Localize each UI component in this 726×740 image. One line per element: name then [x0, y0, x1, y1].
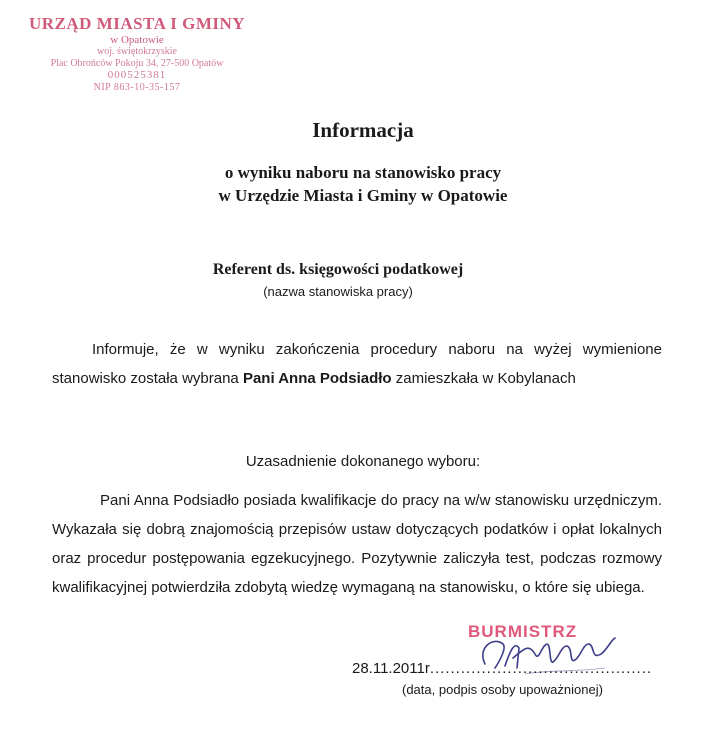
announcement-line-2 [52, 370, 576, 387]
mayor-stamp: BURMISTRZ [468, 622, 578, 641]
justification-line: Pani Anna Podsiadło posiada kwalifikacje do pracy na w/w stanowisku urzędniczym. [100, 492, 662, 509]
office-stamp [22, 14, 252, 93]
signature-dotted-line: ........................................... [429, 660, 653, 677]
stamp-voivodeship: woj. świętokrzyskie [97, 46, 177, 58]
subtitle-line-1: o wyniku naboru na stanowisko pracy [224, 163, 502, 182]
selected-candidate-name: Pani Anna Podsiadło [242, 370, 392, 387]
justification-line: oraz procedur postępowania egzekucyjnego. Pozytywnie zaliczyła test, podczas rozmowy [52, 550, 662, 567]
justification-paragraph [52, 486, 662, 602]
position-caption: (nazwa stanowiska pracy) [263, 284, 413, 299]
stamp-regon: 000525381 [107, 69, 167, 82]
announcement-text: stanowisko została wybrana [52, 370, 243, 387]
announcement-residence: zamieszkała w Kobylanach [391, 370, 576, 387]
justification-line: kwalifikacyjnej potwierdziła zdobytą wiedzę wymaganą na stanowisku, o które się ubiega. [52, 579, 645, 596]
date-signature-line [352, 660, 652, 677]
signing-date: 28.11.2011r [352, 660, 430, 677]
stamp-office-name: URZĄD MIASTA I GMINY [28, 14, 246, 33]
signature-caption: (data, podpis osoby upoważnionej) [402, 682, 603, 697]
stamp-town: w Opatowie [110, 33, 164, 46]
justification-heading: Uzasadnienie dokonanego wyboru: [245, 453, 481, 470]
handwritten-signature [455, 618, 635, 688]
stamp-address: Plac Obrońców Pokoju 34, 27-500 Opatów [50, 57, 224, 69]
position-name: Referent ds. księgowości podatkowej [212, 261, 464, 278]
subtitle-line-2: w Urzędzie Miasta i Gminy w Opatowie [218, 186, 508, 205]
announcement-line-1: Informuje, że w wyniku zakończenia procedury naboru na wyżej wymienione [92, 341, 662, 358]
stamp-nip: NIP 863-10-35-157 [93, 81, 181, 93]
document-subtitle [0, 161, 726, 207]
justification-line: Wykazała się dobrą znajomością przepisów ustaw dotyczących podatków i opłat lokalnych [52, 521, 662, 538]
announcement-paragraph [52, 335, 662, 393]
document-title: Informacja [312, 118, 414, 142]
